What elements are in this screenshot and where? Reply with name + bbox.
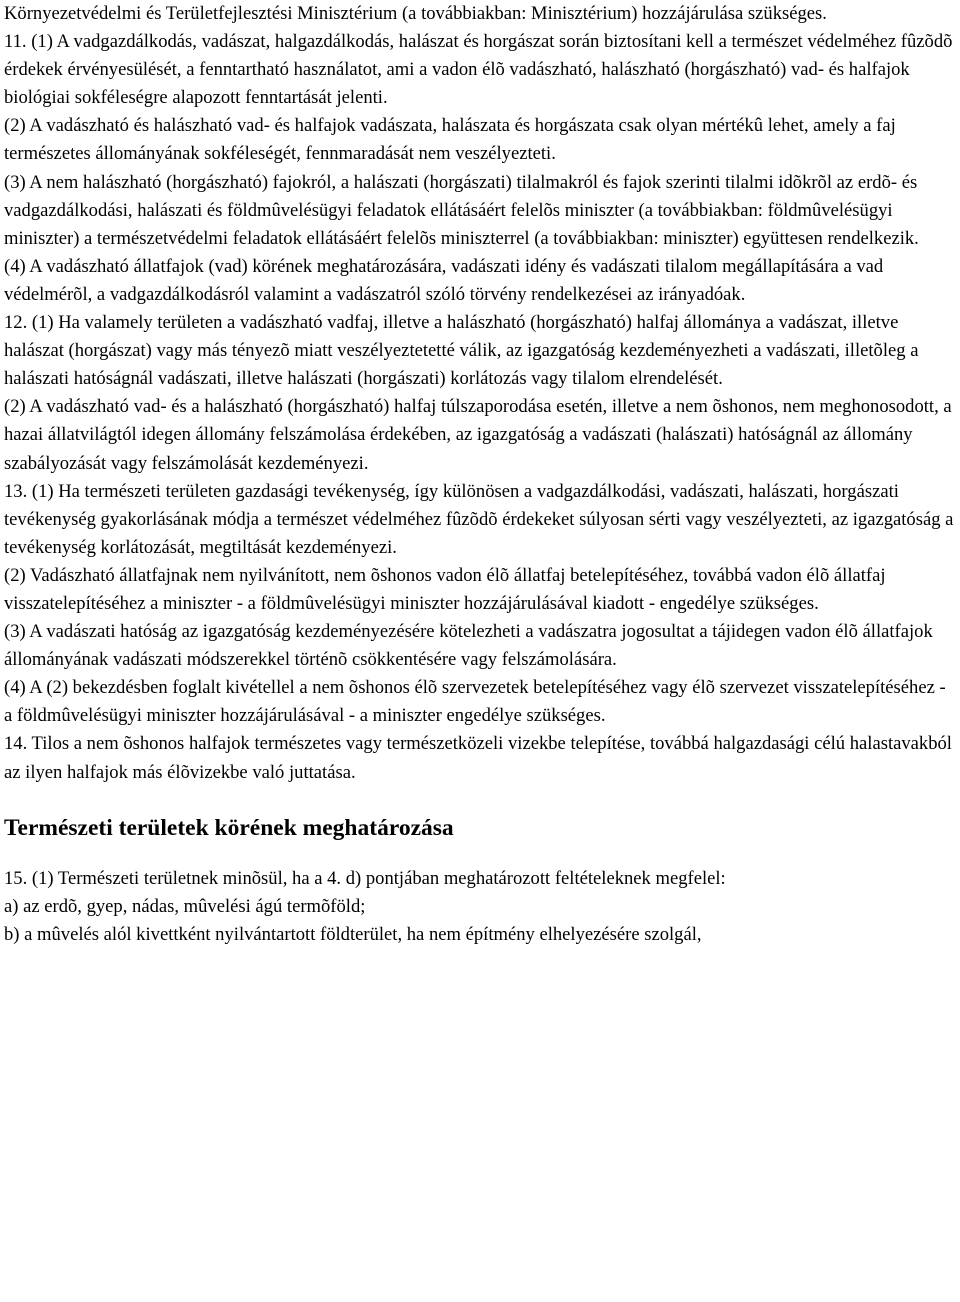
paragraph-section-14: 14. Tilos a nem õshonos halfajok természetes vagy természetközeli vizekbe telepítése, továbbá halgazdasági célú halastavakból az ilyen halfajok más élõvizekbe való juttatása. — [4, 733, 952, 783]
paragraph-section-11-3: (3) A nem halászható (horgászható) fajokról, a halászati (horgászati) tilalmakról és fajok szerinti tilalmi idõkrõl az erdõ- és vadgazdálkodási, halászati és földmûvelésügyi feladatok ellátásáért felelõs miniszter (a továbbiakban: földmûvelésügyi miniszter) a természetvédelmi feladatok ellátásáért felelõs miniszterrel (a továbbiakban: miniszter) együttesen rendelkezik. — [4, 171, 919, 249]
list-item-b: b) a mûvelés alól kivettként nyilvántartott földterület, ha nem építmény elhelyezésére szolgál, — [4, 923, 702, 945]
section-heading: Természeti területek körének meghatározása — [4, 814, 454, 841]
paragraph-section-13-1: 13. (1) Ha természeti területen gazdasági tevékenység, így különösen a vadgazdálkodási, vadászati, halászati, horgászati tevékenység gyakorlásának módja a természet védelméhez fûzõdõ érdekeket súlyosan sérti vagy veszélyezteti, az igazgatóság a tevékenység korlátozását, megtiltását kezdeményezi. — [4, 480, 954, 558]
paragraph-section-11-1: 11. (1) A vadgazdálkodás, vadászat, halgazdálkodás, halászat és horgászat során biztosítani kell a természet védelméhez fûzõdõ érdekek érvényesülését, a fenntartható használatot, ami a vadon élõ vadászható, halászható (horgászható) vad- és halfajok biológiai sokféleségre alapozott fenntartását jelenti. — [4, 31, 953, 109]
paragraph-section-13-3: (3) A vadászati hatóság az igazgatóság kezdeményezésére kötelezheti a vadászatra jogosultat a tájidegen vadon élõ állatfajok állományának vadászati módszerekkel történõ csökkentésére vagy felszámolására. — [4, 621, 933, 671]
paragraph-section-12-1: 12. (1) Ha valamely területen a vadászható vadfaj, illetve a halászható (horgászható) halfaj állománya a vadászat, illetve halászat (horgászat) vagy más tényezõ miatt veszélyeztetetté válik, az igazgatóság kezdeményezheti a vadászati, illetõleg a halászati hatóságnál vadászati, illetve halászati (horgászati) korlátozás vagy tilalom elrendelését. — [4, 312, 919, 390]
paragraph-section-12-2: (2) A vadászható vad- és a halászható (horgászható) halfaj túlszaporodása esetén, illetve a nem õshonos, nem meghonosodott, a hazai állatvilágtól idegen állomány felszámolása érdekében, az igazgatóság a vadászati (halászati) hatóságnál az állomány szabályozását vagy felszámolását kezdeményezi. — [4, 396, 952, 474]
paragraph-section-11-4: (4) A vadászható állatfajok (vad) körének meghatározására, vadászati idény és vadászati tilalom megállapítására a vad védelmérõl, a vadgazdálkodásról valamint a vadászatról szóló törvény rendelkezései az irányadóak. — [4, 255, 884, 305]
paragraph-section-13-4: (4) A (2) bekezdésben foglalt kivétellel a nem õshonos élõ szervezetek betelepítéséhez vagy élõ szervezet visszatelepítéséhez - a földmûvelésügyi miniszter hozzájárulásával - a miniszter engedélye szükséges. — [4, 677, 946, 727]
paragraph-section-13-2: (2) Vadászható állatfajnak nem nyilvánított, nem õshonos vadon élõ állatfaj betelepítéséhez, továbbá vadon élõ állatfaj visszatelepítéséhez a miniszter - a földmûvelésügyi miniszter hozzájárulásával kiadott - engedélye szükséges. — [4, 564, 886, 614]
paragraph-section-15-1: 15. (1) Természeti területnek minõsül, ha a 4. d) pontjában meghatározott feltételeknek megfelel: — [4, 867, 726, 889]
paragraph-section-11-2: (2) A vadászható és halászható vad- és halfajok vadászata, halászata és horgászata csak olyan mértékû lehet, amely a faj természetes állományának sokféleségét, fennmaradását nem veszélyezteti. — [4, 115, 896, 165]
list-item-a: a) az erdõ, gyep, nádas, mûvelési ágú termõföld; — [4, 895, 366, 917]
document-page — [4, 0, 956, 949]
paragraph-ministry-consent: Környezetvédelmi és Területfejlesztési Minisztérium (a továbbiakban: Minisztérium) hozzájárulása szükséges. — [4, 3, 827, 24]
